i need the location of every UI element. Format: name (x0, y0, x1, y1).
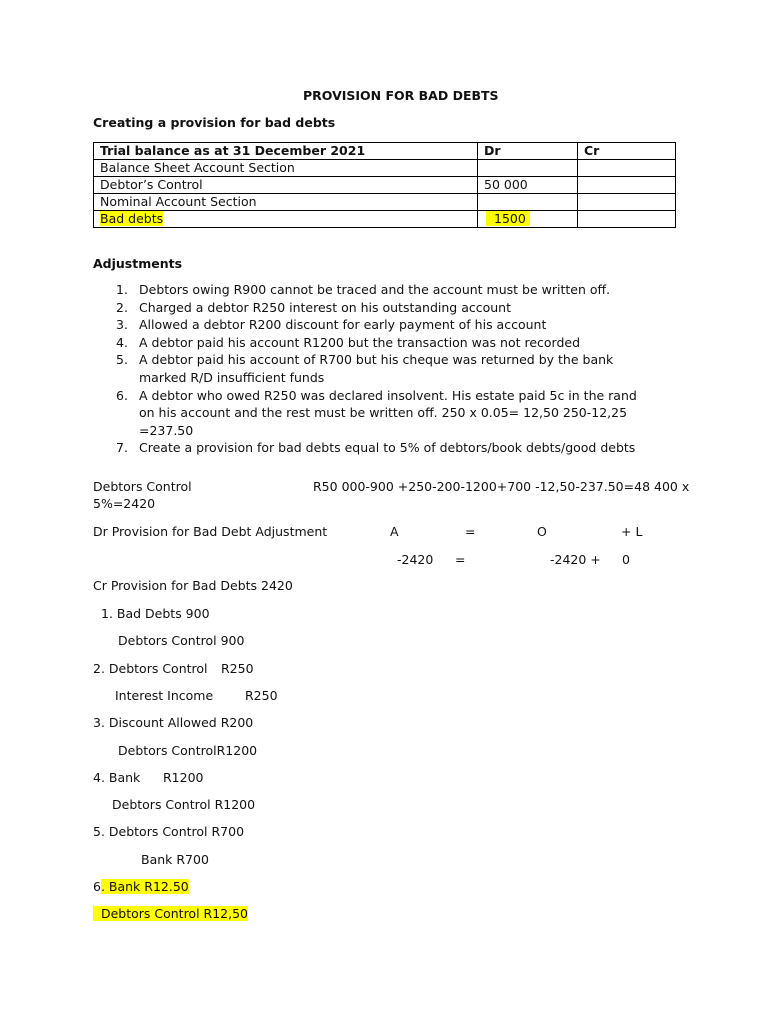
highlighted-text: . Bank R12.50 (100, 879, 189, 894)
table-header-cell: Cr (578, 143, 676, 160)
list-item (93, 387, 653, 440)
entry-4-credit: Debtors Control R1200 (112, 797, 256, 812)
table-cell: Balance Sheet Account Section (94, 160, 478, 177)
table-header-row (94, 143, 676, 160)
list-item (93, 316, 653, 334)
table-cell: Nominal Account Section (94, 194, 478, 211)
list-text: Charged a debtor R250 interest on his outstanding account (139, 299, 511, 315)
entry-4-debit-amount: R1200 (163, 770, 204, 785)
table-row (94, 177, 676, 194)
table-header-cell: Trial balance as at 31 December 2021 (94, 143, 478, 160)
equation-equals: = (465, 524, 476, 539)
table-cell (94, 211, 478, 228)
entry-5-credit: Bank R700 (141, 852, 209, 867)
entry-3-debit: 3. Discount Allowed R200 (93, 715, 254, 730)
equation-liabilities: + L (621, 524, 643, 539)
value-liabilities: 0 (622, 552, 630, 567)
list-number: 3. (116, 317, 128, 333)
list-item (93, 299, 653, 317)
list-number: 1. (116, 282, 128, 297)
entry-2-debit: 2. Debtors Control (93, 661, 208, 676)
highlighted-text: 1500 (486, 211, 530, 226)
list-text: A debtor paid his account R1200 but the transaction was not recorded (139, 334, 581, 350)
entry-6-number: 6 (93, 879, 101, 894)
entry-2-credit-amount: R250 (245, 688, 278, 703)
table-row (94, 211, 676, 228)
entry-6-debit (93, 879, 189, 894)
list-text: Create a provision for bad debts equal to 5% of debtors/book debts/good debts (139, 440, 636, 456)
value-owners-equity: -2420 + (550, 552, 601, 567)
highlighted-text: Debtors Control R12,50 (93, 906, 248, 921)
table-cell (578, 177, 676, 194)
list-number: 4. (116, 334, 128, 350)
table-cell (578, 194, 676, 211)
entry-5-debit: 5. Debtors Control R700 (93, 824, 245, 839)
value-equals: = (455, 552, 466, 567)
entry-2-debit-amount: R250 (221, 661, 254, 676)
equation-owners-equity: O (537, 524, 547, 539)
table-row (94, 160, 676, 177)
list-number: 6. (116, 387, 128, 403)
adjustments-heading: Adjustments (93, 256, 183, 271)
debtors-result: 5%=2420 (93, 496, 156, 511)
table-cell: Debtor’s Control (94, 177, 478, 194)
equation-assets: A (390, 524, 399, 539)
list-number: 5. (116, 352, 128, 368)
value-assets: -2420 (397, 552, 434, 567)
table-header-cell: Dr (478, 143, 578, 160)
highlighted-text: Bad debts (100, 211, 164, 226)
debtors-control-label: Debtors Control (93, 479, 192, 494)
table-cell (578, 160, 676, 177)
list-item (93, 439, 653, 457)
section-heading: Creating a provision for bad debts (93, 115, 336, 130)
list-text: A debtor paid his account of R700 but his cheque was returned by the bank marked R/D insufficient funds (139, 352, 614, 385)
table-cell (478, 194, 578, 211)
cr-provision-line: Cr Provision for Bad Debts 2420 (93, 578, 293, 593)
table-row (94, 194, 676, 211)
debtors-formula: R50 000-900 +250-200-1200+700 -12,50-237.50=48 400 x (313, 479, 690, 494)
list-item (93, 351, 653, 386)
entry-2-credit: Interest Income (115, 688, 214, 703)
table-cell (578, 211, 676, 228)
entry-3-credit: Debtors ControlR1200 (118, 743, 258, 758)
list-text: A debtor who owed R250 was declared insolvent. His estate paid 5c in the rand on his account and the rest must be written off. 250 x 0.05= 12,50 250-12,25 =237.50 (139, 387, 637, 438)
entry-4-debit: 4. Bank (93, 770, 141, 785)
trial-balance-table (93, 142, 676, 228)
dr-provision-line: Dr Provision for Bad Debt Adjustment (93, 524, 328, 539)
table-cell (478, 160, 578, 177)
page-title: PROVISION FOR BAD DEBTS (303, 88, 499, 103)
list-item (93, 334, 653, 352)
entry-1-credit: Debtors Control 900 (118, 633, 245, 648)
list-number: 7. (116, 440, 128, 456)
list-text: Allowed a debtor R200 discount for early payment of his account (139, 317, 547, 333)
adjustments-list (93, 281, 653, 457)
list-number: 2. (116, 299, 128, 315)
table-cell: 50 000 (478, 177, 578, 194)
table-cell (478, 211, 578, 228)
list-text: Debtors owing R900 cannot be traced and the account must be written off. (139, 282, 611, 297)
list-item (93, 281, 653, 299)
entry-6-credit (93, 906, 248, 921)
entry-1-debit: 1. Bad Debts 900 (101, 606, 210, 621)
